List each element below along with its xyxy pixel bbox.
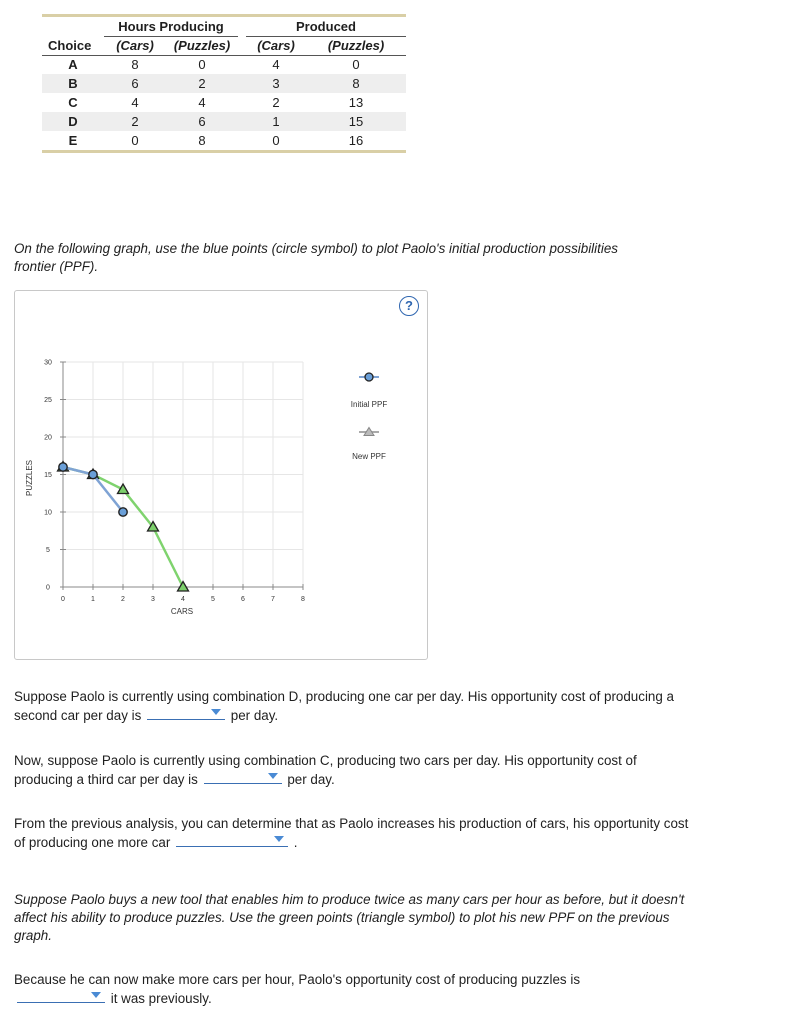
legend-new-label: New PPF xyxy=(352,452,386,461)
table-row xyxy=(42,112,406,131)
cell-hours-puzzles: 4 xyxy=(166,93,238,112)
row-choice: A xyxy=(42,55,104,74)
chevron-down-icon xyxy=(91,992,101,998)
x-tick-label: 3 xyxy=(151,596,155,603)
question-1-dropdown[interactable] xyxy=(147,706,225,720)
question-3-dropdown[interactable] xyxy=(176,833,288,847)
cell-produced-cars: 1 xyxy=(246,112,306,131)
cell-produced-cars: 0 xyxy=(246,131,306,150)
question-3 xyxy=(14,815,694,852)
question-2-dropdown[interactable] xyxy=(204,770,282,784)
y-tick-label: 0 xyxy=(46,584,50,592)
question-1 xyxy=(14,688,704,725)
table-row xyxy=(42,93,406,112)
x-tick-label: 7 xyxy=(271,596,275,603)
ppf-graph[interactable] xyxy=(15,291,427,659)
question-5-dropdown[interactable] xyxy=(17,989,105,1003)
question-2 xyxy=(14,752,694,789)
cell-produced-cars: 4 xyxy=(246,55,306,74)
initial-ppf-point[interactable] xyxy=(119,508,127,516)
cell-produced-puzzles: 8 xyxy=(306,74,406,93)
production-table xyxy=(42,14,406,153)
question-5-suffix: it was previously. xyxy=(110,991,212,1006)
cell-hours-cars: 0 xyxy=(104,131,166,150)
chevron-down-icon xyxy=(274,836,284,842)
cell-hours-cars: 4 xyxy=(104,93,166,112)
graph-panel xyxy=(14,290,428,660)
col-header-produced-puzzles: (Puzzles) xyxy=(327,38,385,53)
group-header-hours: Hours Producing xyxy=(104,17,238,36)
cell-produced-puzzles: 0 xyxy=(306,55,406,74)
cell-hours-puzzles: 8 xyxy=(166,131,238,150)
question-3-suffix: . xyxy=(293,835,298,850)
cell-hours-puzzles: 2 xyxy=(166,74,238,93)
col-header-hours-puzzles: (Puzzles) xyxy=(173,38,231,53)
initial-ppf-point[interactable] xyxy=(59,463,67,471)
new-ppf-point[interactable] xyxy=(178,582,189,592)
new-tool-instructions: Suppose Paolo buys a new tool that enables him to produce twice as many cars per hour as before, but it doesn't affect his ability to produce puzzles. Use the green points (triangle symbol) to plot his new PPF on the previous graph. xyxy=(14,892,685,943)
x-axis-label: CARS xyxy=(170,607,194,616)
row-choice: D xyxy=(42,112,104,131)
col-header-choice: Choice xyxy=(48,37,92,53)
y-tick-label: 30 xyxy=(44,359,52,367)
col-header-hours-cars: (Cars) xyxy=(116,38,154,53)
col-header-produced-cars: (Cars) xyxy=(257,38,295,53)
y-tick-label: 10 xyxy=(44,509,52,517)
question-2-suffix: per day. xyxy=(287,772,335,787)
cell-hours-cars: 6 xyxy=(104,74,166,93)
y-tick-label: 25 xyxy=(44,397,52,404)
question-1-text: Suppose Paolo is currently using combination D, producing one car per day. His opportunity cost of producing a second car per day is xyxy=(14,689,674,723)
table-bottom-rule xyxy=(42,150,406,153)
x-tick-label: 6 xyxy=(241,596,245,603)
cell-produced-puzzles: 13 xyxy=(306,93,406,112)
y-tick-label: 20 xyxy=(44,434,52,442)
question-3-text: From the previous analysis, you can determine that as Paolo increases his production of cars, his opportunity cost of producing one more car xyxy=(14,816,689,850)
chevron-down-icon xyxy=(211,709,221,715)
y-axis-label: PUZZLES xyxy=(25,459,34,497)
x-tick-label: 2 xyxy=(121,596,125,603)
table-row xyxy=(42,131,406,150)
x-tick-label: 8 xyxy=(301,596,305,603)
y-tick-label: 5 xyxy=(46,547,50,554)
cell-hours-cars: 8 xyxy=(104,55,166,74)
table-row xyxy=(42,55,406,74)
group-header-produced: Produced xyxy=(246,17,406,36)
cell-produced-cars: 3 xyxy=(246,74,306,93)
question-5 xyxy=(14,971,694,1008)
row-choice: B xyxy=(42,74,104,93)
question-1-suffix: per day. xyxy=(230,708,279,723)
row-choice: C xyxy=(42,93,104,112)
cell-hours-cars: 2 xyxy=(104,112,166,131)
help-icon[interactable]: ? xyxy=(399,296,419,316)
initial-ppf-point[interactable] xyxy=(89,470,97,478)
cell-hours-puzzles: 6 xyxy=(166,112,238,131)
table-row xyxy=(42,74,406,93)
cell-produced-cars: 2 xyxy=(246,93,306,112)
legend xyxy=(351,373,388,461)
legend-initial-label: Initial PPF xyxy=(350,400,388,409)
cell-produced-puzzles: 15 xyxy=(306,112,406,131)
legend-initial-circle-icon[interactable] xyxy=(365,373,373,381)
cell-produced-puzzles: 16 xyxy=(306,131,406,150)
question-2-text: Now, suppose Paolo is currently using combination C, producing two cars per day. His opportunity cost of producing a third car per day is xyxy=(14,753,637,787)
x-tick-label: 0 xyxy=(61,596,65,603)
row-choice: E xyxy=(42,131,104,150)
cell-hours-puzzles: 0 xyxy=(166,55,238,74)
question-5-text: Because he can now make more cars per hour, Paolo's opportunity cost of producing puzzles is xyxy=(14,972,581,987)
x-tick-label: 5 xyxy=(211,596,215,603)
graph-instructions: On the following graph, use the blue points (circle symbol) to plot Paolo's initial production possibilities frontier (PPF). xyxy=(14,241,618,274)
y-tick-label: 15 xyxy=(44,472,52,479)
x-tick-label: 4 xyxy=(181,596,185,603)
x-tick-label: 1 xyxy=(91,596,95,603)
chevron-down-icon xyxy=(268,773,278,779)
